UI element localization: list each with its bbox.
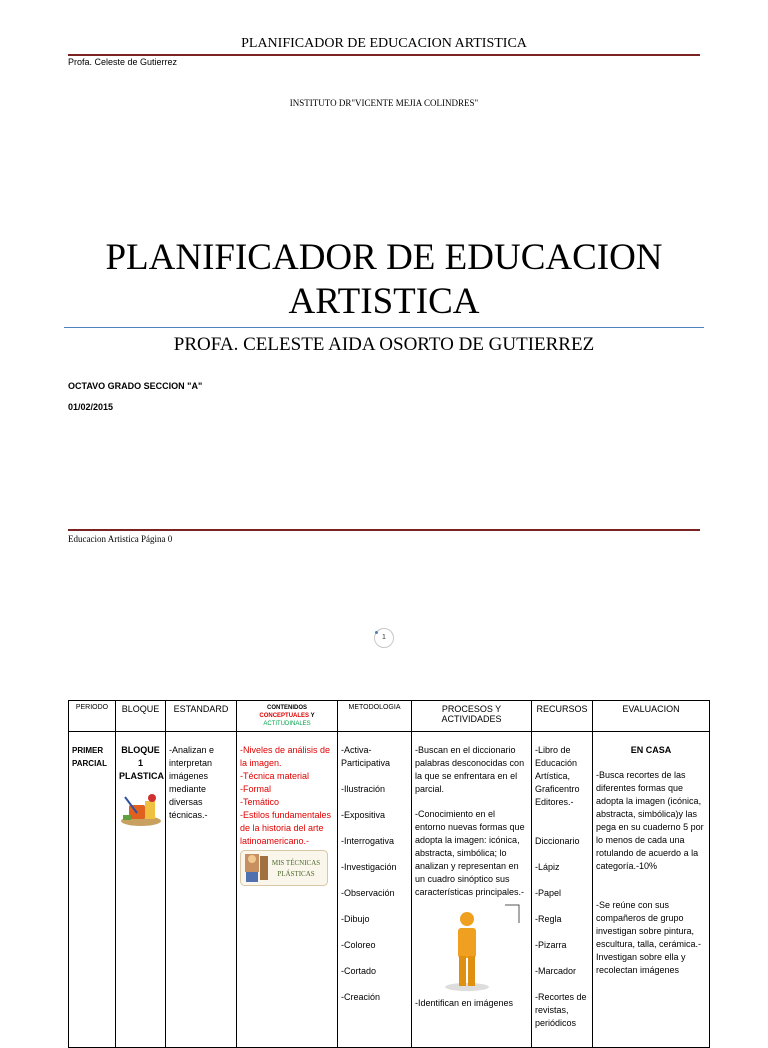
bloque-line1: BLOQUE — [121, 745, 160, 755]
header-actitudinales: ACTITUDINALES — [263, 721, 311, 727]
metodologia-item: -Dibujo — [341, 914, 370, 924]
cell-metodologia — [338, 732, 412, 1048]
page-footer: Educacion Artistica Página 0 — [68, 534, 173, 544]
metodologia-item: -Investigación — [341, 862, 397, 872]
cover-title-line1: PLANIFICADOR DE EDUCACION — [105, 237, 663, 278]
cell-contenidos — [237, 732, 338, 1048]
cover-title-line2: ARTISTICA — [288, 281, 480, 322]
mis-tecnicas-line1: MIS TÉCNICAS — [271, 859, 321, 867]
cell-bloque — [116, 732, 166, 1048]
procesos-paragraph-2: -Conocimiento en el entorno nuevas formas que adopta la imagen: icónica, abstracta, simbólica; lo analizan y representan en un cuadro sinóptico sus características principales.- — [415, 809, 525, 897]
header-divider — [68, 54, 700, 56]
contenido-item: -Formal — [240, 784, 271, 794]
recurso-item: -Libro de Educación Artística, Graficentro Editores.- — [535, 745, 580, 807]
title-divider — [64, 327, 704, 328]
metodologia-item: -Interrogativa — [341, 836, 395, 846]
metodologia-item: -Cortado — [341, 966, 377, 976]
procesos-paragraph-3: -Identifican en imágenes — [415, 998, 514, 1008]
cover-date: 01/02/2015 — [68, 402, 114, 412]
contenido-item: -Estilos fundamentales de la historia del arte latinoamericano.- — [240, 810, 332, 846]
metodologia-item: -Expositiva — [341, 810, 386, 820]
cell-procesos — [412, 732, 532, 1048]
header-evaluacion: EVALUACION — [593, 701, 710, 732]
evaluacion-paragraph-2: -Se reúne con sus compañeros de grupo investigan sobre pintura, escultura, talla, cerámica.- Investigan sobre ella y recolectan imágenes — [596, 900, 702, 975]
cover-subtitle: PROFA. CELESTE AIDA OSORTO DE GUTIERREZ — [173, 334, 595, 355]
cell-evaluacion — [593, 732, 710, 1048]
header-recursos: RECURSOS — [532, 701, 593, 732]
cell-recursos — [532, 732, 593, 1048]
cell-periodo: PRIMER PARCIAL — [69, 732, 116, 1048]
header-periodo: PERIODO — [69, 701, 116, 732]
document-header-title: PLANIFICADOR DE EDUCACION ARTISTICA — [241, 36, 527, 51]
grade-section: OCTAVO GRADO SECCION "A" — [68, 381, 203, 391]
header-metodologia: METODOLOGIA — [338, 701, 412, 732]
footer-divider — [68, 529, 700, 531]
planning-table — [68, 700, 710, 1048]
contenido-item: -Temático — [240, 797, 280, 807]
header-bloque: BLOQUE — [116, 701, 166, 732]
mis-tecnicas-line2: PLÁSTICAS — [277, 870, 315, 878]
header-estandar: ESTANDARD — [166, 701, 237, 732]
recurso-item: -Marcador — [535, 966, 577, 976]
recurso-item: -Recortes de revistas, periódicos — [535, 992, 587, 1028]
cell-estandar: -Analizan e interpretan imágenes mediante diversas técnicas.- — [166, 732, 237, 1048]
header-conceptuales: CONCEPTUALES — [259, 713, 310, 719]
bloque-line3: PLASTICA — [119, 771, 164, 781]
page-number-marker: 1 — [374, 628, 394, 648]
table-row — [69, 732, 710, 1048]
procesos-paragraph-1: -Buscan en el diccionario palabras desconocidas con la que se enfrentara en el parcial. — [415, 745, 525, 794]
contenido-item: -Técnica material — [240, 771, 310, 781]
header-y: Y — [309, 713, 315, 719]
recurso-item: -Lápiz — [535, 862, 560, 872]
recurso-item: Diccionario — [535, 836, 580, 846]
recurso-item: -Pizarra — [535, 940, 567, 950]
art-supplies-icon — [119, 791, 163, 827]
recurso-item: -Regla — [535, 914, 562, 924]
contenido-item: -Niveles de análisis de la imagen. — [240, 745, 331, 768]
header-procesos: PROCESOS Y ACTIVIDADES — [412, 701, 532, 732]
evaluacion-heading: EN CASA — [630, 745, 672, 755]
table-header-row — [69, 701, 710, 732]
header-contenidos-title: CONTENIDOS — [266, 705, 307, 711]
bloque-line2: 1 — [137, 758, 143, 768]
metodologia-item: -Ilustración — [341, 784, 386, 794]
header-author: Profa. Celeste de Gutierrez — [68, 57, 178, 67]
header-contenidos — [237, 701, 338, 732]
institute-name: INSTITUTO DR"VICENTE MEJIA COLINDRES" — [289, 98, 479, 108]
metodologia-item: -Creación — [341, 992, 381, 1002]
evaluacion-paragraph-1: -Busca recortes de las diferentes formas que adopta la imagen (icónica, abstracta, simbólica)y las pega en su cuaderno 5 por lo menos de cada una rotulando de acuerdo a la categoría.-10% — [596, 770, 704, 871]
cover-title — [0, 236, 768, 324]
mis-tecnicas-illustration — [240, 850, 328, 886]
metodologia-item: -Coloreo — [341, 940, 376, 950]
person-figure-icon — [415, 901, 525, 997]
recurso-item: -Papel — [535, 888, 562, 898]
metodologia-item: -Activa-Participativa — [341, 745, 391, 768]
metodologia-item: -Observación — [341, 888, 395, 898]
